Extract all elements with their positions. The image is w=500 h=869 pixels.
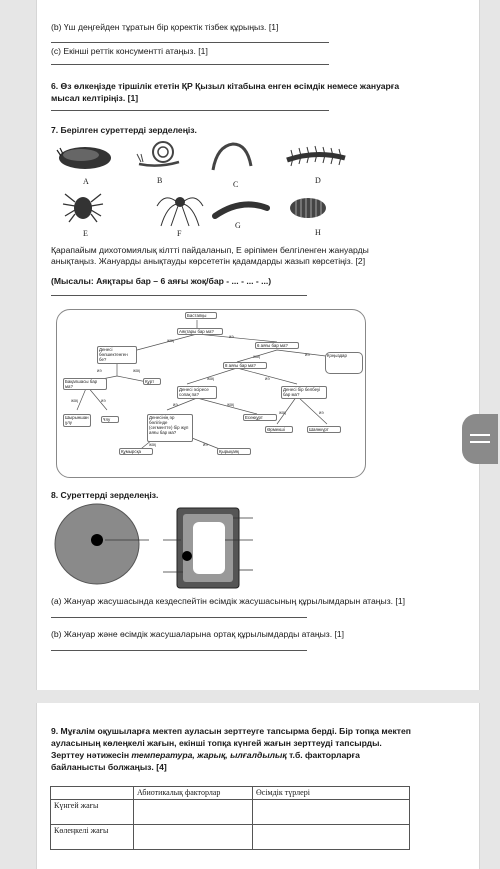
key-spider: Есекқұрт (243, 414, 277, 421)
key-shell: Денесі бөлшектенген бе? (97, 346, 137, 364)
answer-line (51, 110, 329, 111)
key-yes-label: иә (101, 398, 106, 403)
table-row-label: Күнгей жағы (51, 800, 134, 825)
label-a: A (83, 177, 89, 186)
q9-line4: байланысты болжаңыз. [4] (51, 762, 167, 772)
q9-line3-italic: температура, жарық, ылғалдылық (131, 750, 287, 760)
key-beetle: Қоңыздар (325, 352, 363, 374)
key-start: Бастапқы (185, 312, 217, 319)
key-eight: 8 аяғы бар ма? (223, 362, 267, 369)
key-woodlouse: Құмырсқа (119, 448, 153, 455)
answer-line (51, 64, 329, 65)
key-no-label: жоқ (279, 410, 286, 415)
key-worm: Құрт (143, 378, 161, 385)
q7-text2: анықтаңыз. Жануарды анықтауды көрсететін қадамдарды жазып көрсетіңіз. [2] (51, 256, 366, 266)
table-cell-answer[interactable] (253, 800, 410, 825)
key-segment: Денесінің әр бөлігінде (сегментте) бір жұп аяғы бар ма? (147, 414, 193, 442)
table-header-cell: Абиотикалық факторлар (134, 787, 253, 800)
key-no-label: жоқ (253, 354, 260, 359)
q9-line2: ауласының көлеңкелі жағын, екінші топқа күнгей жағын зерттеуді тапсырды. (51, 738, 382, 748)
label-e: E (83, 229, 88, 238)
snail-image (133, 140, 185, 170)
q9-line3-a: Зерттеу нәтижесін (51, 750, 132, 760)
key-mite: Өрмекші (265, 426, 293, 433)
key-no-label: жоқ (167, 338, 174, 343)
worksheet-page-2 (36, 703, 480, 869)
key-slug: Шырыншан ұлу (63, 414, 91, 427)
woodlouse-image (283, 192, 333, 228)
q7-title: 7. Берілген суреттерді зерделеңіз. (51, 125, 197, 135)
table-row-label: Көлеңкелі жағы (51, 825, 134, 850)
key-pair: Денесі бір белбеуі бар ма? (281, 386, 327, 399)
label-g: G (235, 221, 241, 230)
q6-line1: 6. Өз өлкеңізде тіршілік ететін ҚР Қызыл кітабына енген өсімдік немесе жануарға (51, 81, 400, 91)
label-c: C (233, 180, 239, 189)
key-millipede: Қырықаяқ (217, 448, 251, 455)
label-b: B (157, 176, 163, 185)
answer-line (51, 295, 307, 296)
menu-icon (470, 441, 490, 443)
answer-line (51, 42, 329, 43)
key-no-label: жоқ (149, 442, 156, 447)
worm-image (207, 140, 257, 174)
key-yes-label: иә (319, 410, 324, 415)
key-yes-label: иә (305, 352, 310, 357)
label-d: D (315, 176, 321, 185)
key-yes-label: иә (203, 442, 208, 447)
slug-image (55, 138, 115, 174)
cell-diagrams (53, 500, 253, 590)
q9-line1: 9. Мұғалім оқушыларға мектеп ауласын зерттеуге тапсырма берді. Бір топқа мектеп (51, 726, 411, 736)
key-round: Денесі әсіресе сопақ па? (177, 386, 217, 399)
key-no-label: жоқ (71, 398, 78, 403)
table-header-row (51, 787, 410, 800)
q8-title: 8. Суреттерді зерделеңіз. (51, 490, 159, 500)
q7-example (51, 275, 271, 287)
centipede-image (281, 144, 351, 172)
q8b-text: (b) Жануар және өсімдік жасушаларына ортақ құрылымдарды атаңыз. [1] (51, 629, 345, 639)
q8a-text: (a) Жануар жасушасында кездеспейтін өсімдік жасушасының құрылымдарын атаңыз. [1] (51, 596, 405, 606)
answer-line (51, 650, 307, 651)
example-label: (Мысалы: (51, 276, 97, 286)
table-cell-answer[interactable] (134, 800, 253, 825)
key-yes-label: иә (229, 334, 234, 339)
q9-line3-b: т.б. факторларға (286, 750, 360, 760)
spider-image (155, 188, 205, 228)
table-row (51, 825, 410, 850)
table-cell-answer[interactable] (134, 825, 253, 850)
table-cell-answer[interactable] (253, 825, 410, 850)
q6-line2: мысал келтіріңіз. [1] (51, 93, 139, 103)
key-no-label: жоқ (133, 368, 140, 373)
table-row (51, 800, 410, 825)
tick-image (61, 190, 105, 224)
label-h: H (315, 228, 321, 237)
caterpillar-image (211, 196, 271, 222)
menu-icon (470, 434, 490, 436)
q5b-text: (b) Үш деңгейден тұратын бір қоректік тізбек құрыңыз. [1] (51, 22, 279, 32)
key-six: 6 аяғы бар ма? (255, 342, 299, 349)
key-yes-label: иә (97, 368, 102, 373)
q9-line3 (51, 749, 360, 761)
q5c-text: (c) Екінші реттік консументті атаңыз. [1] (51, 46, 208, 56)
key-snail: Ұлу (101, 416, 119, 423)
key-cent: Шаянкүрт (307, 426, 341, 433)
key-no-label: жоқ (207, 376, 214, 381)
label-f: F (177, 229, 182, 238)
key-no-label: жоқ (227, 402, 234, 407)
q7-text1: Қарапайым дихотомиялық кілтті пайдаланып, Е әріпімен белгіленген жануарды (51, 245, 369, 255)
animal-cell-image (55, 504, 149, 584)
key-shell2: Бақалшасы бар ма? (63, 378, 107, 390)
key-legs: Аяқтары бар ма? (177, 328, 223, 335)
dichotomous-key (56, 309, 366, 478)
table-header-cell (51, 787, 134, 800)
answer-line (51, 617, 307, 618)
table-header-cell: Өсімдік түрлері (253, 787, 410, 800)
side-menu-button[interactable] (462, 414, 498, 464)
plant-cell-image (163, 508, 253, 588)
worksheet-page-1 (36, 0, 480, 690)
example-rest: Аяқтары бар – 6 аяғы жоқ/бар - ... - ... - ...) (96, 276, 272, 286)
key-yes-label: иә (265, 376, 270, 381)
factors-table (50, 786, 410, 850)
key-yes-label: иә (173, 402, 178, 407)
